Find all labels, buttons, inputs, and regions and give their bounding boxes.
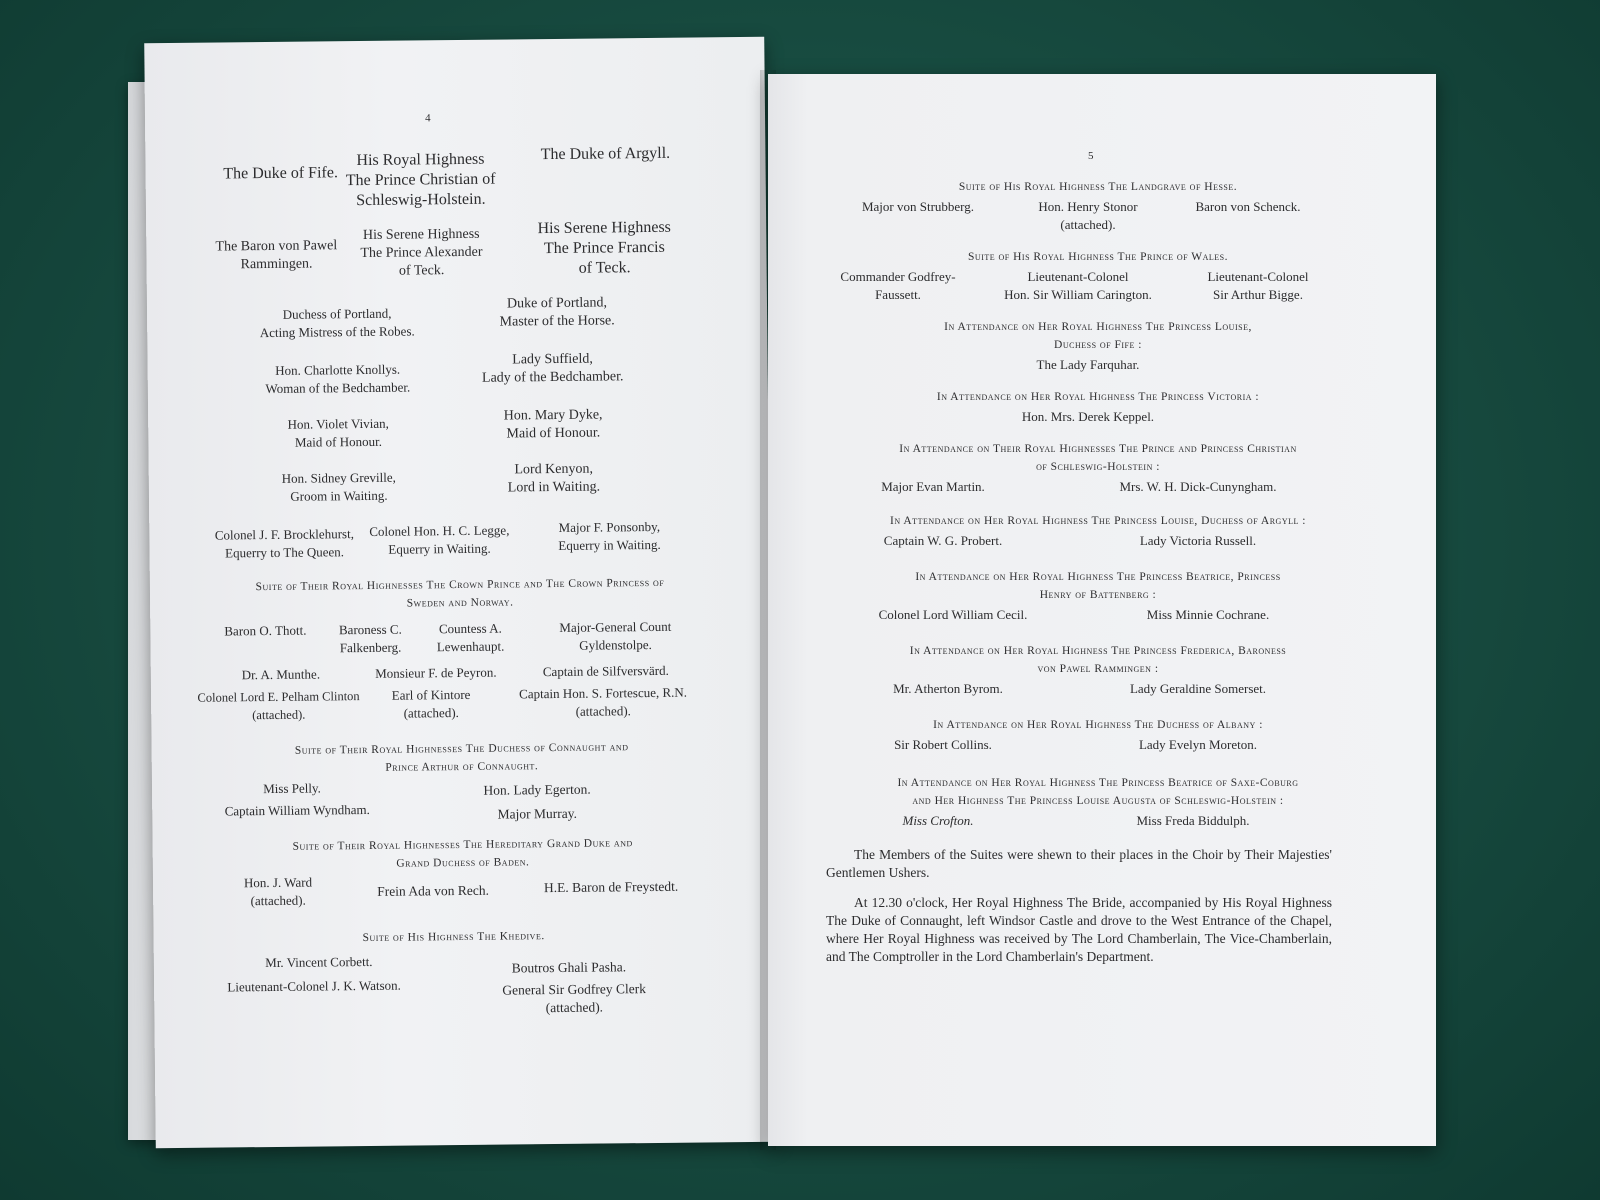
suite-member: Lady Victoria Russell. [1139,533,1257,548]
section-heading: In Attendance on Their Royal Highnesses The Prince and Princess Christian of Schleswig-Holstein : [899,443,1297,473]
suite-member: Miss Crofton. [902,813,974,828]
section-heading: Suite of His Royal Highness The Landgrave of Hesse. [958,181,1238,193]
section-heading: Suite of His Highness The Khedive. [362,930,545,945]
page-number: 5 [1088,150,1094,162]
household-entry: Hon. Charlotte Knollys. Woman of the Bedchamber. [265,361,411,397]
suite-member: Captain W. G. Probert. [883,533,1003,548]
suite-member: Major von Strubberg. [861,199,975,214]
section-heading: Suite of His Royal Highness The Prince of Wales. [968,251,1228,263]
household-entry: Hon. Mary Dyke, Maid of Honour. [503,407,603,442]
suite-member: Miss Minnie Cochrane. [1146,607,1270,622]
household-entry: Duchess of Portland, Acting Mistress of the Robes. [259,305,415,341]
section-heading: In Attendance on Her Royal Highness The Princess Victoria : [936,391,1260,403]
section-heading: In Attendance on Her Royal Highness The Princess Louise, Duchess of Argyll : [890,515,1306,527]
section-heading: Suite of Their Royal Highnesses The Crown Prince and The Crown Princess of Sweden and Norway. [255,576,665,610]
suite-member: Baroness C. Falkenberg. [338,621,402,656]
household-entry: Lady Suffield, Lady of the Bedchamber. [481,351,624,386]
household-entry: Colonel J. F. Brocklehurst, Equerry to The Queen. [214,526,354,561]
suite-member: Miss Pelly. [263,780,321,797]
suite-member: Commander Godfrey- Faussett. [840,269,956,302]
royal-guest: The Baron von Pawel Rammingen. [215,238,338,273]
royal-guest: His Serene Highness The Prince Francis of Teck. [537,218,671,277]
suite-member: Mr. Atherton Byrom. [893,681,1003,696]
narrative-paragraph: At 12.30 o'clock, Her Royal Highness The Bride, accompanied by His Royal Highness The Duke of Connaught, left Windsor Castle and drove to the West Entrance of the Chapel, where Her Royal Highness was received by The Lord Chamberlain, The Vice-Chamberlain, and The Comptroller in the Lord Chamberlain's Department. [826,895,1332,964]
suite-member: Lieutenant-Colonel J. K. Watson. [227,977,401,995]
royal-guest: The Duke of Fife. [223,164,338,183]
left-page [144,37,776,1148]
suite-member: Captain William Wyndham. [224,801,370,819]
section-heading: Suite of Their Royal Highnesses The Hereditary Grand Duke and Grand Duchess of Baden. [292,837,633,870]
suite-member: Mr. Vincent Corbett. [265,953,373,971]
suite-member: Baron O. Thott. [224,622,307,639]
suite-member: Lieutenant-Colonel Sir Arthur Bigge. [1207,269,1309,302]
suite-member: Colonel Lord E. Pelham Clinton (attached). [197,689,360,723]
suite-member: Mrs. W. H. Dick-Cunyngham. [1119,479,1277,494]
section-heading: In Attendance on Her Royal Highness The Duchess of Albany : [933,719,1263,731]
suite-member: Lieutenant-Colonel Hon. Sir William Carington. [1004,269,1152,302]
household-entry: Duke of Portland, Master of the Horse. [499,295,615,330]
suite-member: Major Evan Martin. [881,479,985,494]
suite-member: Lady Evelyn Moreton. [1138,737,1258,752]
household-entry: Colonel Hon. H. C. Legge, Equerry in Waiting. [369,522,510,557]
suite-member: Baron von Schenck. [1195,199,1301,214]
suite-member: Hon. Mrs. Derek Keppel. [1021,409,1155,424]
suite-member: H.E. Baron de Freystedt. [543,878,679,896]
suite-member: Monsieur F. de Peyron. [375,664,497,681]
household-entry: Hon. Violet Vivian, Maid of Honour. [287,415,389,450]
household-entry: Hon. Sidney Greville, Groom in Waiting. [281,469,396,504]
narrative-paragraph: The Members of the Suites were shewn to their places in the Choir by Their Majesties' Gentlemen Ushers. [826,847,1332,880]
page-number: 4 [424,112,431,125]
section-heading: In Attendance on Her Royal Highness The Princess Beatrice, Princess Henry of Battenberg : [915,571,1281,601]
suite-member: Hon. Lady Egerton. [483,781,591,798]
right-page [768,74,1436,1146]
section-heading: In Attendance on Her Royal Highness The Princess Louise, Duchess of Fife : [944,321,1252,351]
suite-member: Miss Freda Biddulph. [1136,813,1250,828]
suite-member: Countess A. Lewenhaupt. [436,620,505,655]
section-heading: In Attendance on Her Royal Highness The Princess Frederica, Baroness von Pawel Rammingen : [909,645,1287,675]
suite-member: Hon. Henry Stonor (attached). [1038,199,1138,232]
royal-guest: His Serene Highness The Prince Alexander of Teck. [360,226,483,279]
suite-member: Lady Geraldine Somerset. [1129,681,1267,696]
suite-member: Colonel Lord William Cecil. [878,607,1028,622]
suite-member: Captain de Silfversvärd. [542,662,669,680]
suite-member: Captain Hon. S. Fortescue, R.N. (attached). [519,684,688,719]
household-entry: Major F. Ponsonby, Equerry in Waiting. [558,518,661,553]
household-entry: Lord Kenyon, Lord in Waiting. [507,461,601,496]
suite-member: General Sir Godfrey Clerk (attached). [502,981,647,1016]
suite-member: The Lady Farquhar. [1036,357,1140,372]
section-heading: In Attendance on Her Royal Highness The Princess Beatrice of Saxe-Coburg and Her Highness The Princess Louise Augusta of Schleswig-Holstein : [897,777,1299,807]
suite-member: Dr. A. Munthe. [241,666,321,683]
suite-member: Sir Robert Collins. [894,737,992,752]
section-heading: Suite of Their Royal Highnesses The Duchess of Connaught and Prince Arthur of Connaught. [294,741,629,774]
royal-guest: The Duke of Argyll. [540,144,671,164]
suite-member: Boutros Ghali Pasha. [511,959,627,976]
suite-member: Major-General Count Gyldenstolpe. [559,618,672,653]
royal-guest: His Royal Highness The Prince Christian of Schleswig-Holstein. [345,150,496,210]
suite-member: Hon. J. Ward (attached). [243,874,313,909]
suite-member: Earl of Kintore (attached). [391,686,471,721]
suite-member: Frein Ada von Rech. [377,882,490,899]
suite-member: Major Murray. [497,805,578,822]
